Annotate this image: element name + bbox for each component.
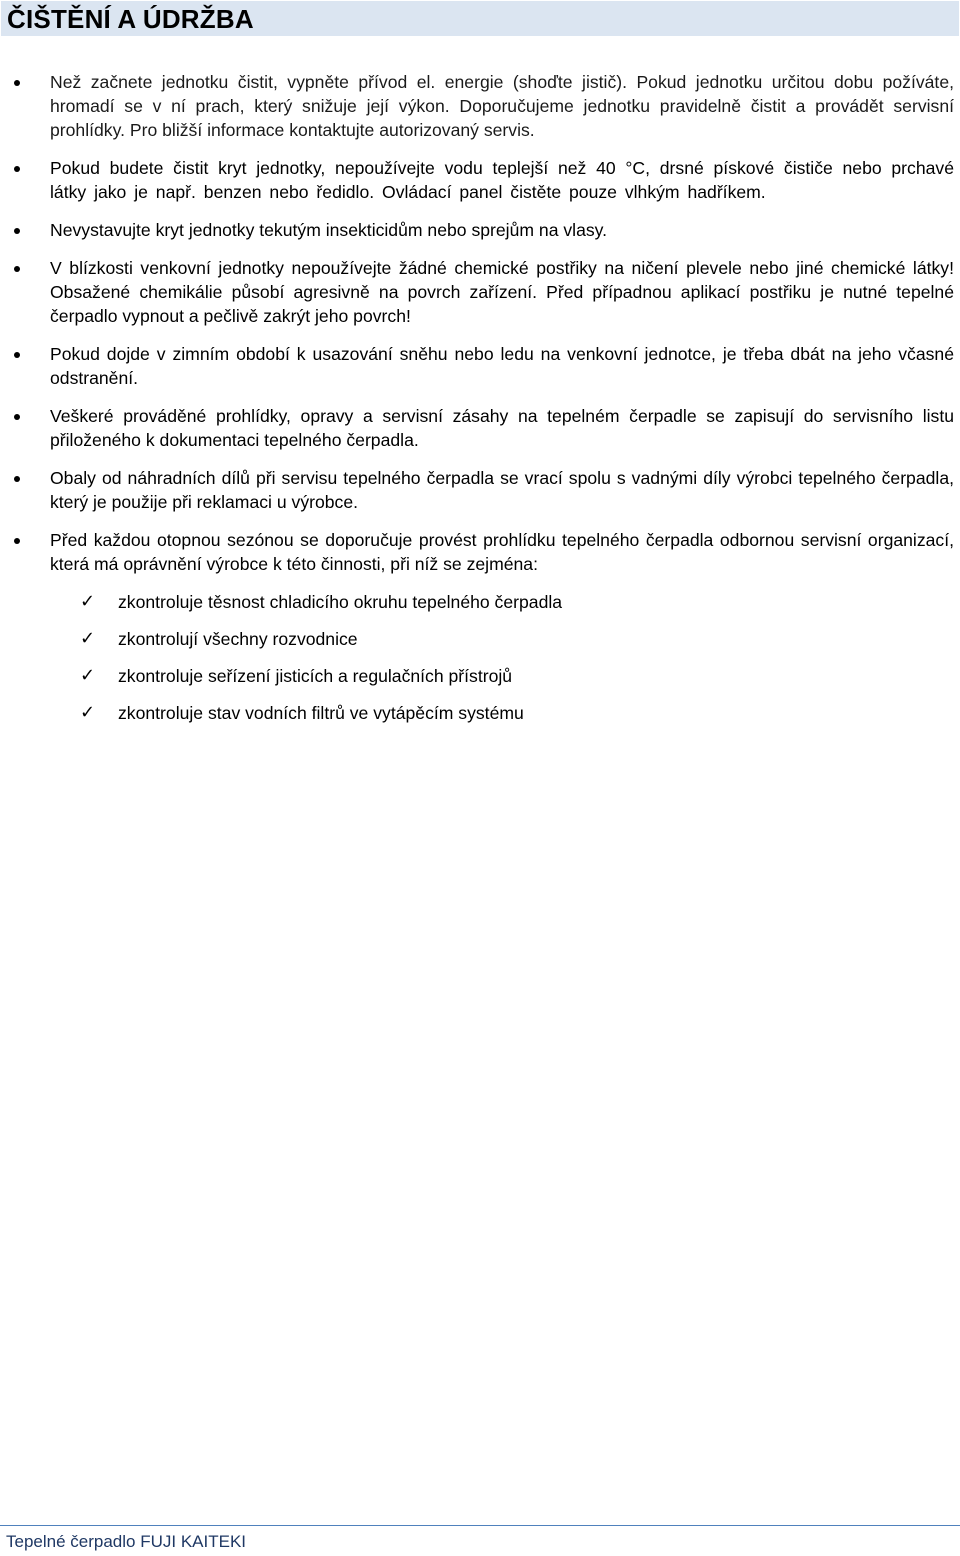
checklist-item-text: zkontrolují všechny rozvodnice xyxy=(118,629,358,649)
bullet-icon xyxy=(14,476,20,482)
list-item-text: Než začnete jednotku čistit, vypněte přívod el. energie (shoďte jistič). Pokud jednotku určitou dobu požíváte, hromadí se v ní prach, který snižuje její výkon. Doporučujeme jednotku pravidelně čistit a provádět servisní prohlídky. Pro bližší informace kontaktujte autorizovaný servis. xyxy=(50,72,954,140)
bullet-icon xyxy=(14,414,20,420)
bullet-icon xyxy=(14,538,20,544)
checklist-item-text: zkontroluje stav vodních filtrů ve vytápěcím systému xyxy=(118,703,524,723)
checklist-item xyxy=(0,627,960,651)
checklist-item-text: zkontroluje seřízení jisticích a regulačních přístrojů xyxy=(118,666,513,686)
checkmark-icon: ✓ xyxy=(80,702,96,723)
list-item xyxy=(0,256,960,328)
list-item xyxy=(0,70,960,142)
list-item xyxy=(0,466,960,514)
checkmark-icon: ✓ xyxy=(80,665,96,686)
list-item-text: Před každou otopnou sezónou se doporučuje provést prohlídku tepelného čerpadla odbornou servisní organizací, která má oprávnění výrobce k této činnosti, při níž se zejména: xyxy=(50,530,954,574)
bullet-icon xyxy=(14,166,20,172)
bullet-icon xyxy=(14,352,20,358)
checklist-item xyxy=(0,701,960,725)
bullet-icon xyxy=(14,266,20,272)
section-title: ČIŠTĚNÍ A ÚDRŽBA xyxy=(7,4,254,34)
checkmark-icon: ✓ xyxy=(80,628,96,649)
checklist-item xyxy=(0,590,960,614)
footer-rule xyxy=(0,1525,960,1526)
instructions-list xyxy=(0,70,960,576)
list-item-text: V blízkosti venkovní jednotky nepoužívejte žádné chemické postřiky na ničení plevele nebo jiné chemické látky! Obsažené chemikálie působí agresivně na povrch zařízení. Před případnou aplikací postřiku je nutné tepelné čerpadlo vypnout a pečlivě zakrýt jeho povrch! xyxy=(50,258,954,326)
list-item-text: Pokud budete čistit kryt jednotky, nepoužívejte vodu teplejší než 40 °C, drsné pískové čističe nebo prchavé látky jako je např. benzen nebo ředidlo. Ovládací panel čistěte pouze vlhkým hadříkem. xyxy=(50,158,954,202)
document-body xyxy=(0,70,960,725)
inspection-checklist xyxy=(0,590,960,725)
list-item-text: Pokud dojde v zimním období k usazování sněhu nebo ledu na venkovní jednotce, je třeba dbát na jeho včasné odstranění. xyxy=(50,344,954,388)
list-item xyxy=(0,156,960,204)
bullet-icon xyxy=(14,80,20,86)
bullet-icon xyxy=(14,228,20,234)
list-item xyxy=(0,404,960,452)
list-item xyxy=(0,528,960,576)
list-item-text: Obaly od náhradních dílů při servisu tepelného čerpadla se vrací spolu s vadnými díly výrobci tepelného čerpadla, který je použije při reklamaci u výrobce. xyxy=(50,468,954,512)
list-item xyxy=(0,218,960,242)
list-item-text: Veškeré prováděné prohlídky, opravy a servisní zásahy na tepelném čerpadle se zapisují do servisního listu přiloženého k dokumentaci tepelného čerpadla. xyxy=(50,406,954,450)
section-title-bar xyxy=(1,1,959,36)
checkmark-icon: ✓ xyxy=(80,591,96,612)
list-item xyxy=(0,342,960,390)
checklist-item-text: zkontroluje těsnost chladicího okruhu tepelného čerpadla xyxy=(118,592,563,612)
list-item-text: Nevystavujte kryt jednotky tekutým insekticidům nebo sprejům na vlasy. xyxy=(50,220,608,240)
footer-product-name: Tepelné čerpadlo FUJI KAITEKI xyxy=(6,1532,247,1551)
checklist-item xyxy=(0,664,960,688)
